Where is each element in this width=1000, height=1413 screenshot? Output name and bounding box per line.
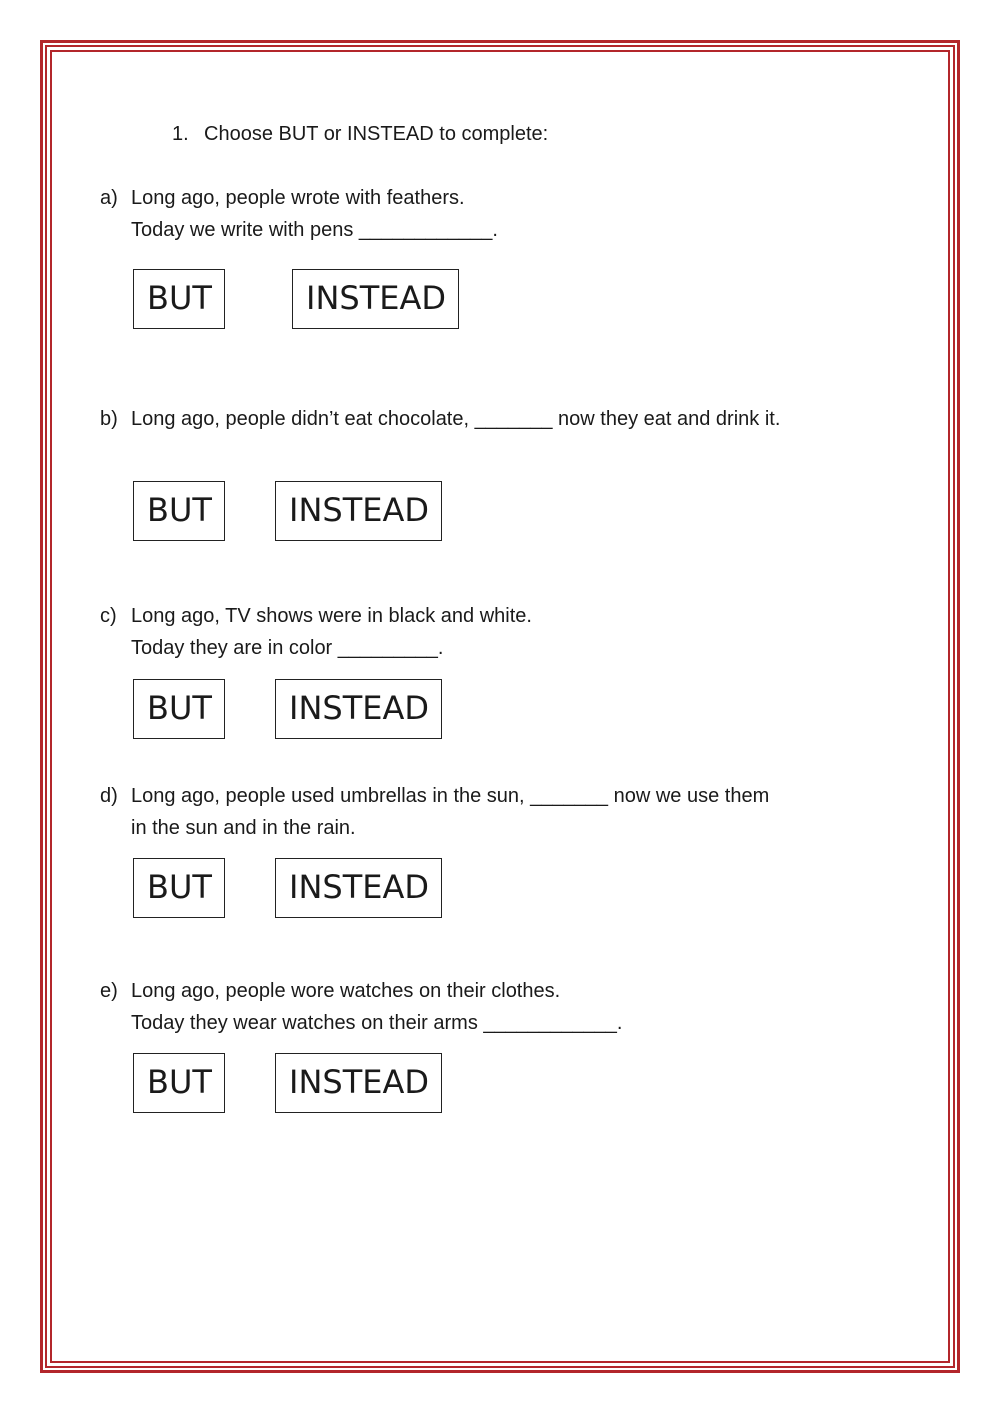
instruction-text: Choose BUT or INSTEAD to complete:: [204, 123, 549, 145]
option-instead-a[interactable]: INSTEAD: [292, 269, 459, 329]
question-line: Long ago, people didn’t eat chocolate, _______ now they eat and drink it.: [131, 408, 781, 430]
question-e: [100, 975, 622, 1039]
option-instead-b[interactable]: INSTEAD: [275, 481, 442, 541]
question-line: Long ago, people used umbrellas in the sun, _______ now we use them: [131, 785, 770, 807]
instruction-number: 1.: [172, 123, 189, 145]
question-letter: e): [100, 980, 118, 1002]
option-but-c[interactable]: BUT: [133, 679, 225, 739]
option-but-d[interactable]: BUT: [133, 858, 225, 918]
question-c: [100, 600, 532, 664]
question-letter: c): [100, 605, 117, 627]
question-line: Long ago, people wore watches on their clothes.: [131, 980, 561, 1002]
option-instead-c[interactable]: INSTEAD: [275, 679, 442, 739]
question-d: [100, 780, 769, 844]
question-letter: b): [100, 408, 118, 430]
instruction: [172, 120, 548, 148]
question-a: [100, 182, 498, 246]
question-line: Today we write with pens ____________.: [131, 219, 498, 241]
question-line: Long ago, people wrote with feathers.: [131, 187, 465, 209]
option-but-e[interactable]: BUT: [133, 1053, 225, 1113]
option-instead-d[interactable]: INSTEAD: [275, 858, 442, 918]
question-line: Long ago, TV shows were in black and white.: [131, 605, 532, 627]
question-line: Today they wear watches on their arms ____________.: [131, 1012, 623, 1034]
option-but-b[interactable]: BUT: [133, 481, 225, 541]
option-instead-e[interactable]: INSTEAD: [275, 1053, 442, 1113]
question-line: in the sun and in the rain.: [131, 817, 356, 839]
option-but-a[interactable]: BUT: [133, 269, 225, 329]
question-letter: a): [100, 187, 118, 209]
question-line: Today they are in color _________.: [131, 637, 444, 659]
question-letter: d): [100, 785, 118, 807]
question-b: [100, 403, 780, 435]
